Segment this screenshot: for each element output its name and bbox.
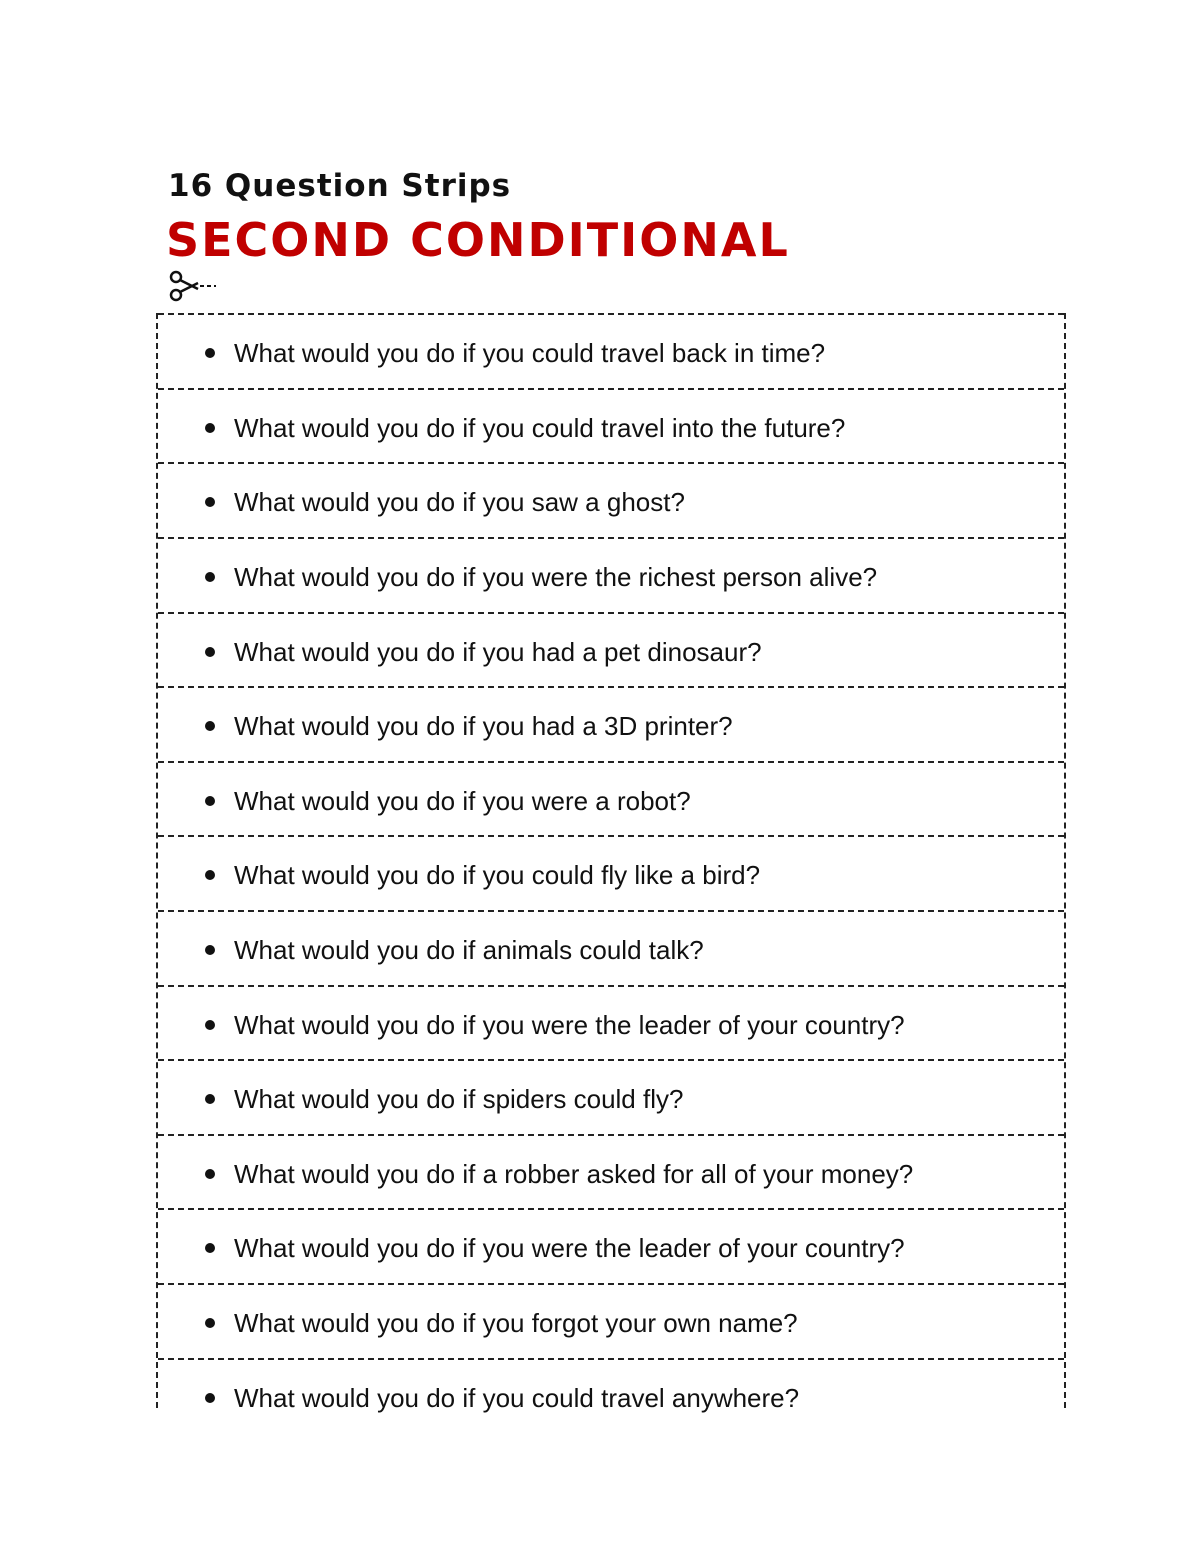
question-strip[interactable] [158,985,1064,1059]
worksheet-title: SECOND CONDITIONAL [166,213,790,267]
question-strip[interactable] [158,537,1064,611]
question-strips [156,313,1066,1413]
question-text: What would you do if a robber asked for all of your money? [234,1159,914,1189]
question-strip[interactable] [158,1134,1064,1208]
question-text: What would you do if spiders could fly? [234,1084,684,1114]
bullet-icon [205,1243,215,1253]
bullet-icon [205,721,215,731]
question-text: What would you do if you saw a ghost? [234,487,685,517]
question-strip[interactable] [158,1208,1064,1282]
bullet-icon [205,1318,215,1328]
bullet-icon [205,796,215,806]
bullet-icon [205,348,215,358]
question-strip[interactable] [158,388,1064,462]
question-text: What would you do if you could fly like a bird? [234,860,761,890]
question-strip[interactable] [158,1358,1064,1432]
bullet-icon [205,945,215,955]
question-strip[interactable] [158,835,1064,909]
question-text: What would you do if you forgot your own name? [234,1308,798,1338]
question-strip[interactable] [158,462,1064,536]
bullet-icon [205,1020,215,1030]
question-strip[interactable] [158,686,1064,760]
question-text: What would you do if you had a 3D printer? [234,711,733,741]
question-text: What would you do if you could travel anywhere? [234,1383,800,1413]
question-text: What would you do if you were the richest person alive? [234,562,878,592]
question-strip[interactable] [158,1283,1064,1357]
question-strip[interactable] [158,761,1064,835]
question-text: What would you do if you could travel back in time? [234,338,826,368]
question-strip[interactable] [158,1059,1064,1133]
question-strip[interactable] [158,612,1064,686]
question-strip[interactable] [158,910,1064,984]
bullet-icon [205,870,215,880]
question-text: What would you do if animals could talk? [234,935,704,965]
worksheet-subtitle: 16 Question Strips [168,168,512,204]
bullet-icon [205,572,215,582]
bullet-icon [205,423,215,433]
bullet-icon [205,1094,215,1104]
question-text: What would you do if you could travel into the future? [234,413,846,443]
scissors-icon [168,270,218,302]
bullet-icon [205,1169,215,1179]
question-text: What would you do if you were the leader of your country? [234,1233,905,1263]
question-text: What would you do if you had a pet dinosaur? [234,637,762,667]
bullet-icon [205,497,215,507]
bullet-icon [205,647,215,657]
question-strip[interactable] [158,313,1064,387]
bullet-icon [205,1393,215,1403]
question-text: What would you do if you were a robot? [234,786,691,816]
question-text: What would you do if you were the leader of your country? [234,1010,905,1040]
